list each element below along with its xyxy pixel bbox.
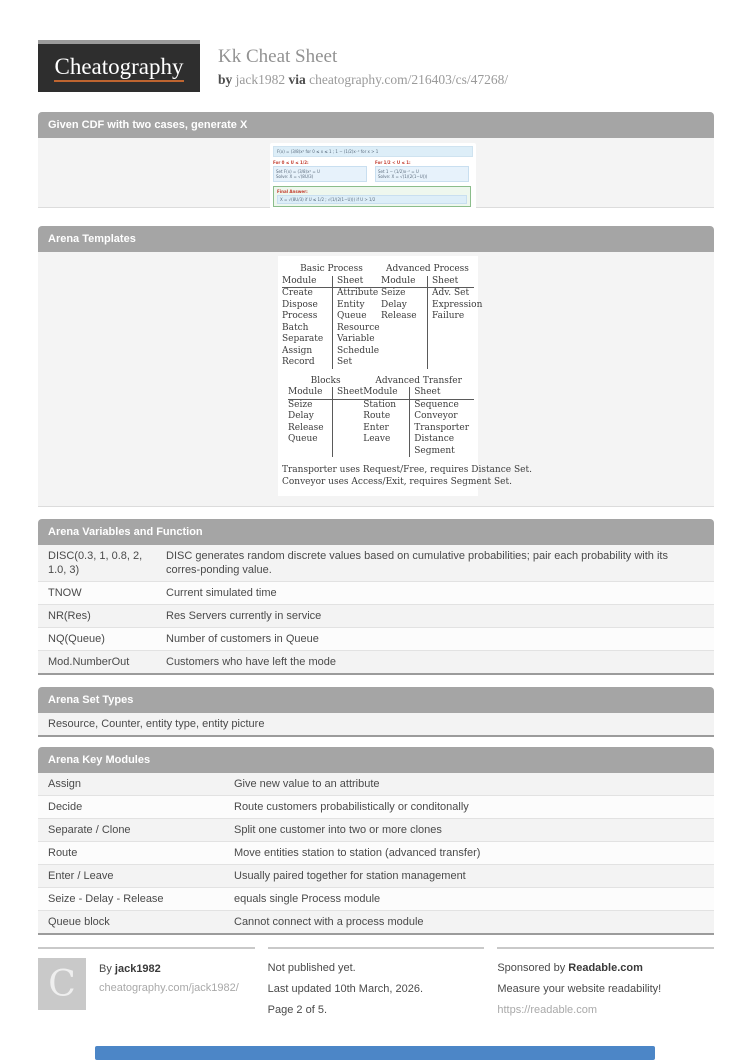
section-cdf-body: [38, 138, 714, 208]
template-table: [282, 264, 381, 369]
sheet-cell: Schedule: [337, 345, 380, 356]
footer-author-meta: [99, 958, 239, 1021]
module-column-header: Module: [363, 387, 398, 397]
module-cell: Delay: [381, 299, 407, 310]
sheet-cell: Resource: [337, 322, 380, 333]
footer-byline: [99, 960, 239, 979]
templates-tables-row: [282, 376, 474, 458]
sheet-cell: Entity: [337, 299, 365, 310]
key-modules-table: [38, 773, 714, 935]
table-row: [38, 627, 714, 650]
description-cell: equals single Process module: [234, 893, 381, 905]
table-header-row: [363, 387, 474, 400]
module-cell: [363, 446, 405, 458]
cdf-worked-example-image: [270, 143, 476, 210]
arena-templates-image: [278, 256, 532, 496]
table-header-row: [381, 276, 474, 289]
module-cell: Release: [288, 422, 324, 433]
footer-status-column: [268, 947, 485, 1021]
term-cell: Seize - Delay - Release: [48, 893, 164, 905]
module-cell: Create: [282, 288, 313, 298]
set-types-row: Resource, Counter, entity type, entity picture: [38, 713, 714, 737]
table-body: [288, 400, 363, 458]
module-column-header: Module: [282, 275, 317, 286]
page-title: Kk Cheat Sheet: [218, 46, 338, 67]
module-column-header: Module: [381, 275, 416, 286]
templates-note-line: Conveyor uses Access/Exit, requires Segment Set.: [282, 477, 512, 487]
sheet-cell: Expression: [432, 299, 483, 310]
table-row: [38, 795, 714, 818]
section-templates: [38, 226, 714, 507]
description-cell: DISC generates random discrete values based on cumulative probabilities; pair each probability with its corres-ponding value.: [166, 550, 668, 576]
sheet-cell: Transporter: [414, 422, 470, 433]
sheet-column: [409, 400, 474, 458]
cdf-formula-line: F(x) = (3/8)x² for 0 ≤ x ≤ 1 ; 1 − (1/2)x⁻² for x > 1: [273, 146, 473, 157]
module-cell: Station: [363, 399, 397, 410]
sheet-column: [332, 400, 363, 458]
description-cell: Current simulated time: [166, 587, 277, 599]
term-cell: NR(Res): [48, 610, 91, 622]
cdf-case-1-line-2: Solve: X = √(8U/3): [276, 174, 314, 179]
avatar[interactable]: C: [38, 958, 86, 1010]
description-cell: Number of customers in Queue: [166, 633, 319, 645]
by-label: by: [218, 71, 233, 87]
author-link[interactable]: jack1982: [235, 71, 286, 87]
description-cell: Give new value to an attribute: [234, 778, 380, 790]
table-row: [38, 887, 714, 910]
term-cell: DISC(0.3, 1, 0.8, 2, 1.0, 3): [48, 550, 143, 576]
table-row: [38, 818, 714, 841]
sheet-cell: Set: [337, 357, 353, 367]
last-updated: Last updated 10th March, 2026.: [267, 983, 424, 995]
table-header-row: [282, 276, 381, 289]
cdf-case-1-title: For 0 ≤ U ≤ 1/2:: [273, 160, 309, 165]
page-footer: [38, 947, 714, 1021]
module-cell: Route: [363, 411, 391, 421]
cheatography-logo[interactable]: [38, 40, 200, 92]
templates-tables-row: [282, 264, 483, 369]
sheet-cell: Conveyor: [414, 411, 458, 421]
module-cell: Process: [282, 311, 318, 321]
sheet-cell: Failure: [432, 311, 465, 321]
module-column: [363, 400, 409, 458]
cdf-case-2-line-2: Solve: X = √(1/(2(1−U))): [378, 174, 428, 179]
term-cell: Assign: [48, 778, 82, 790]
sheet-cell: [337, 434, 363, 446]
table-body: [381, 288, 483, 369]
description-cell: Move entities station to station (advanced transfer): [234, 847, 481, 859]
section-key-modules: [38, 747, 714, 935]
sheet-cell: [337, 411, 363, 423]
table-caption: Blocks: [310, 375, 341, 386]
section-templates-header: Arena Templates: [38, 226, 714, 252]
table-body: [282, 288, 381, 369]
sponsor-label: Sponsored by: [497, 962, 569, 974]
cdf-case-2-title: For 1/2 < U ≤ 1:: [375, 160, 411, 165]
cdf-case-2: [375, 160, 469, 182]
sheet-column-header: Sheet: [332, 387, 363, 399]
module-cell: Release: [381, 311, 417, 321]
table-caption: Advanced Process: [386, 264, 469, 274]
module-cell: Delay: [288, 411, 314, 421]
table-row: [38, 650, 714, 673]
term-cell: Separate / Clone: [48, 824, 131, 836]
sheet-column: [332, 288, 381, 369]
table-row: [38, 864, 714, 887]
sheet-column: [427, 288, 482, 369]
section-set-types-header: Arena Set Types: [38, 687, 714, 713]
sponsor-tagline: Measure your website readability!: [497, 983, 662, 995]
module-cell: Dispose: [282, 299, 318, 310]
page-number: Page 2 of 5.: [267, 1004, 327, 1016]
templates-note-line: Transporter uses Request/Free, requires Distance Set.: [282, 465, 532, 475]
table-row: [38, 773, 714, 795]
table-row: [38, 604, 714, 627]
publish-status: Not published yet.: [267, 962, 356, 974]
module-column: [288, 400, 332, 458]
cdf-case-2-line-1: Set 1 − (1/2)x⁻² = U: [378, 169, 419, 174]
templates-notes: [282, 464, 532, 488]
term-cell: Mod.NumberOut: [48, 656, 130, 668]
table-row: [38, 581, 714, 604]
module-cell: Queue: [288, 434, 318, 444]
sheet-cell: Segment: [414, 445, 455, 456]
term-cell: TNOW: [48, 587, 82, 599]
section-variables-header: Arena Variables and Function: [38, 519, 714, 545]
section-variables: [38, 519, 714, 675]
footer-author-url-line: [99, 979, 239, 998]
module-column: [282, 288, 332, 369]
sponsor-url-line: [497, 1000, 714, 1021]
term-cell: NQ(Queue): [48, 633, 105, 645]
section-cdf-header: Given CDF with two cases, generate X: [38, 112, 714, 138]
cdf-final-line: X = √(8U/3) if U ≤ 1/2 ; √(1/(2(1−U))) if U > 1/2: [277, 195, 467, 204]
module-cell: Assign: [282, 345, 313, 356]
description-cell: Cannot connect with a process module: [234, 916, 424, 928]
table-caption: Advanced Transfer: [375, 375, 462, 386]
sponsor-line: [497, 958, 714, 979]
table-row: [38, 910, 714, 933]
bottom-blue-bar: [95, 1046, 655, 1060]
module-cell: Enter: [363, 422, 389, 433]
section-templates-body: [38, 252, 714, 507]
table-caption: Basic Process: [300, 264, 363, 274]
module-column-header: Module: [288, 387, 323, 397]
description-cell: Split one customer into two or more clones: [234, 824, 442, 836]
cdf-case-1-line-1: Set F(x) = (3/8)x² = U: [276, 169, 320, 174]
table-row: [38, 841, 714, 864]
logo-text: Cheatography: [54, 55, 183, 82]
term-cell: Queue block: [48, 916, 110, 928]
template-table: [363, 376, 474, 458]
template-table: [288, 376, 363, 458]
sponsor-url-link[interactable]: https://readable.com: [497, 1004, 598, 1016]
module-cell: Separate: [282, 334, 324, 344]
sheet-cell: Queue: [337, 311, 367, 321]
sheet-column-header: Sheet: [409, 387, 474, 399]
description-cell: Route customers probabilistically or conditonally: [234, 801, 469, 813]
sheet-cell: [337, 423, 363, 435]
sheet-cell: Adv. Set: [432, 288, 470, 298]
cdf-case-1-box: [273, 166, 367, 182]
module-cell: Seize: [381, 288, 406, 298]
section-key-modules-header: Arena Key Modules: [38, 747, 714, 773]
table-header-row: [288, 387, 363, 400]
sheet-column-header: Sheet: [427, 276, 474, 288]
description-cell: Usually paired together for station management: [234, 870, 466, 882]
module-column: [381, 288, 427, 369]
term-cell: Route: [48, 847, 78, 859]
description-cell: Customers who have left the mode: [166, 656, 336, 668]
section-set-types: [38, 687, 714, 737]
sheet-url-link[interactable]: cheatography.com/216403/cs/47268/: [309, 71, 509, 87]
term-cell: Decide: [48, 801, 83, 813]
template-table: [381, 264, 483, 369]
sheet-cell: Variable: [337, 334, 375, 344]
description-cell: Res Servers currently in service: [166, 610, 322, 622]
module-cell: Batch: [282, 322, 309, 333]
table-row: [38, 545, 714, 581]
title-block: [218, 40, 508, 88]
footer-sponsor-column: [497, 947, 714, 1021]
sheet-cell: Distance: [414, 434, 455, 444]
cdf-case-2-box: [375, 166, 469, 182]
cdf-final-title: Final Answer:: [277, 189, 308, 194]
term-cell: Enter / Leave: [48, 870, 114, 882]
sheet-cell: [337, 400, 363, 412]
sheet-cell: Attribute: [337, 288, 379, 298]
byline: [218, 72, 508, 88]
cdf-cases: [273, 160, 473, 182]
via-label: via: [288, 71, 306, 87]
cdf-final-answer-box: [273, 186, 471, 207]
sheet-cell: Sequence: [414, 399, 459, 410]
page-header: [0, 0, 750, 92]
cdf-case-1: [273, 160, 367, 182]
module-cell: Leave: [363, 434, 391, 444]
footer-author-name: jack1982: [114, 963, 161, 975]
variables-table: [38, 545, 714, 675]
footer-by-label: By: [99, 963, 115, 975]
footer-author-url-link[interactable]: cheatography.com/jack1982/: [99, 982, 239, 994]
section-cdf: [38, 112, 714, 208]
sponsor-name: Readable.com: [568, 962, 643, 974]
module-cell: Seize: [288, 399, 313, 410]
table-body: [363, 400, 474, 458]
module-cell: Record: [282, 357, 315, 367]
templates-tables: [282, 264, 483, 457]
sheet-column-header: Sheet: [332, 276, 381, 288]
footer-author-column: [38, 947, 255, 1021]
